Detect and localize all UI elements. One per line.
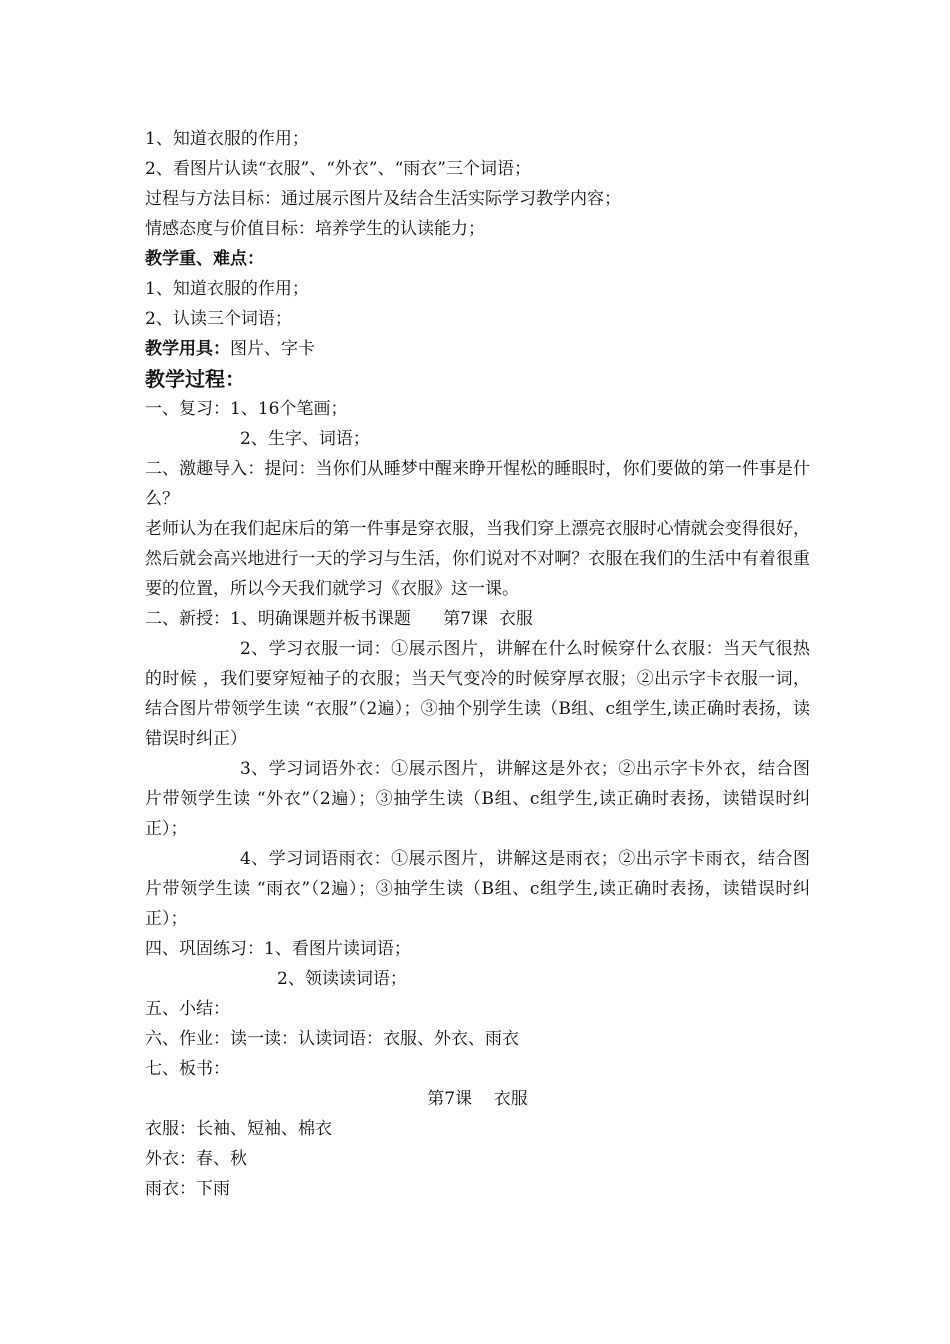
tools-value: 图片、字卡 (230, 339, 315, 359)
process-heading: 教学过程： (145, 367, 245, 391)
lesson-plan-document (145, 124, 810, 1204)
intro-text: 老师认为在我们起床后的第一件事是穿衣服，当我们穿上漂亮衣服时心情就会变得很好，然后就会高兴地进行一天的学习与生活，你们说对不对啊？衣服在我们的生活中有着很重要的位置，所以今天我们就学习《衣服》这一课。 (145, 519, 810, 599)
intro-question: 二、激趣导入：提问：当你们从睡梦中醒来睁开惺松的睡眼时，你们要做的第一件事是什么？ (145, 459, 810, 509)
homework-line: 六、作业：读一读：认读词语：衣服、外衣、雨衣 (145, 1029, 519, 1049)
key-points-heading: 教学重、难点： (145, 249, 264, 269)
board-row-1: 衣服：长袖、短袖、棉衣 (145, 1119, 332, 1139)
objective-process-method: 过程与方法目标：通过展示图片及结合生活实际学习教学内容； (145, 189, 621, 209)
new-lesson-line-1: 二、新授：1、明确课题并板书课题 第7课 衣服 (145, 609, 533, 629)
objective-emotion-value: 情感态度与价值目标：培养学生的认读能力； (145, 219, 485, 239)
new-lesson-step-3: 3、学习词语外衣：①展示图片，讲解这是外衣；②出示字卡外衣，结合图片带领学生读 “外衣”（2遍）；③抽学生读（B组、c组学生,读正确时表扬，读错误时纠正）； (145, 759, 810, 839)
objective-1: 1、知道衣服的作用； (145, 129, 309, 149)
review-line-1: 一、复习：1、16个笔画； (145, 399, 348, 419)
practice-line-1: 四、巩固练习：1、看图片读词语； (145, 939, 411, 959)
tools-label: 教学用具： (145, 339, 230, 359)
new-lesson-step-4: 4、学习词语雨衣：①展示图片，讲解这是雨衣；②出示字卡雨衣，结合图片带领学生读 “雨衣”（2遍）；③抽学生读（B组、c组学生,读正确时表扬，读错误时纠正）； (145, 849, 810, 929)
board-row-3: 雨衣：下雨 (145, 1179, 230, 1199)
review-line-2: 2、生字、词语； (240, 429, 370, 449)
practice-line-2: 2、领读读词语； (277, 969, 407, 989)
board-label: 七、板书： (145, 1059, 230, 1079)
key-point-2: 2、认读三个词语； (145, 309, 292, 329)
summary-line: 五、小结： (145, 999, 230, 1019)
objective-2: 2、看图片认读“衣服”、“外衣”、“雨衣”三个词语； (145, 159, 531, 179)
tools-line (145, 334, 810, 364)
new-lesson-step-2: 2、学习衣服一词：①展示图片，讲解在什么时候穿什么衣服：当天气很热的时候 ，我们要穿短袖子的衣服；当天气变冷的时候穿厚衣服；②出示字卡衣服一词，结合图片带领学生读 “衣服”（2遍）；③抽个别学生读（B组、c组学生,读正确时表扬，读错误时纠正） (145, 639, 810, 749)
board-row-2: 外衣：春、秋 (145, 1149, 247, 1169)
key-point-1: 1、知道衣服的作用； (145, 279, 309, 299)
board-title: 第7课 衣服 (427, 1089, 528, 1109)
